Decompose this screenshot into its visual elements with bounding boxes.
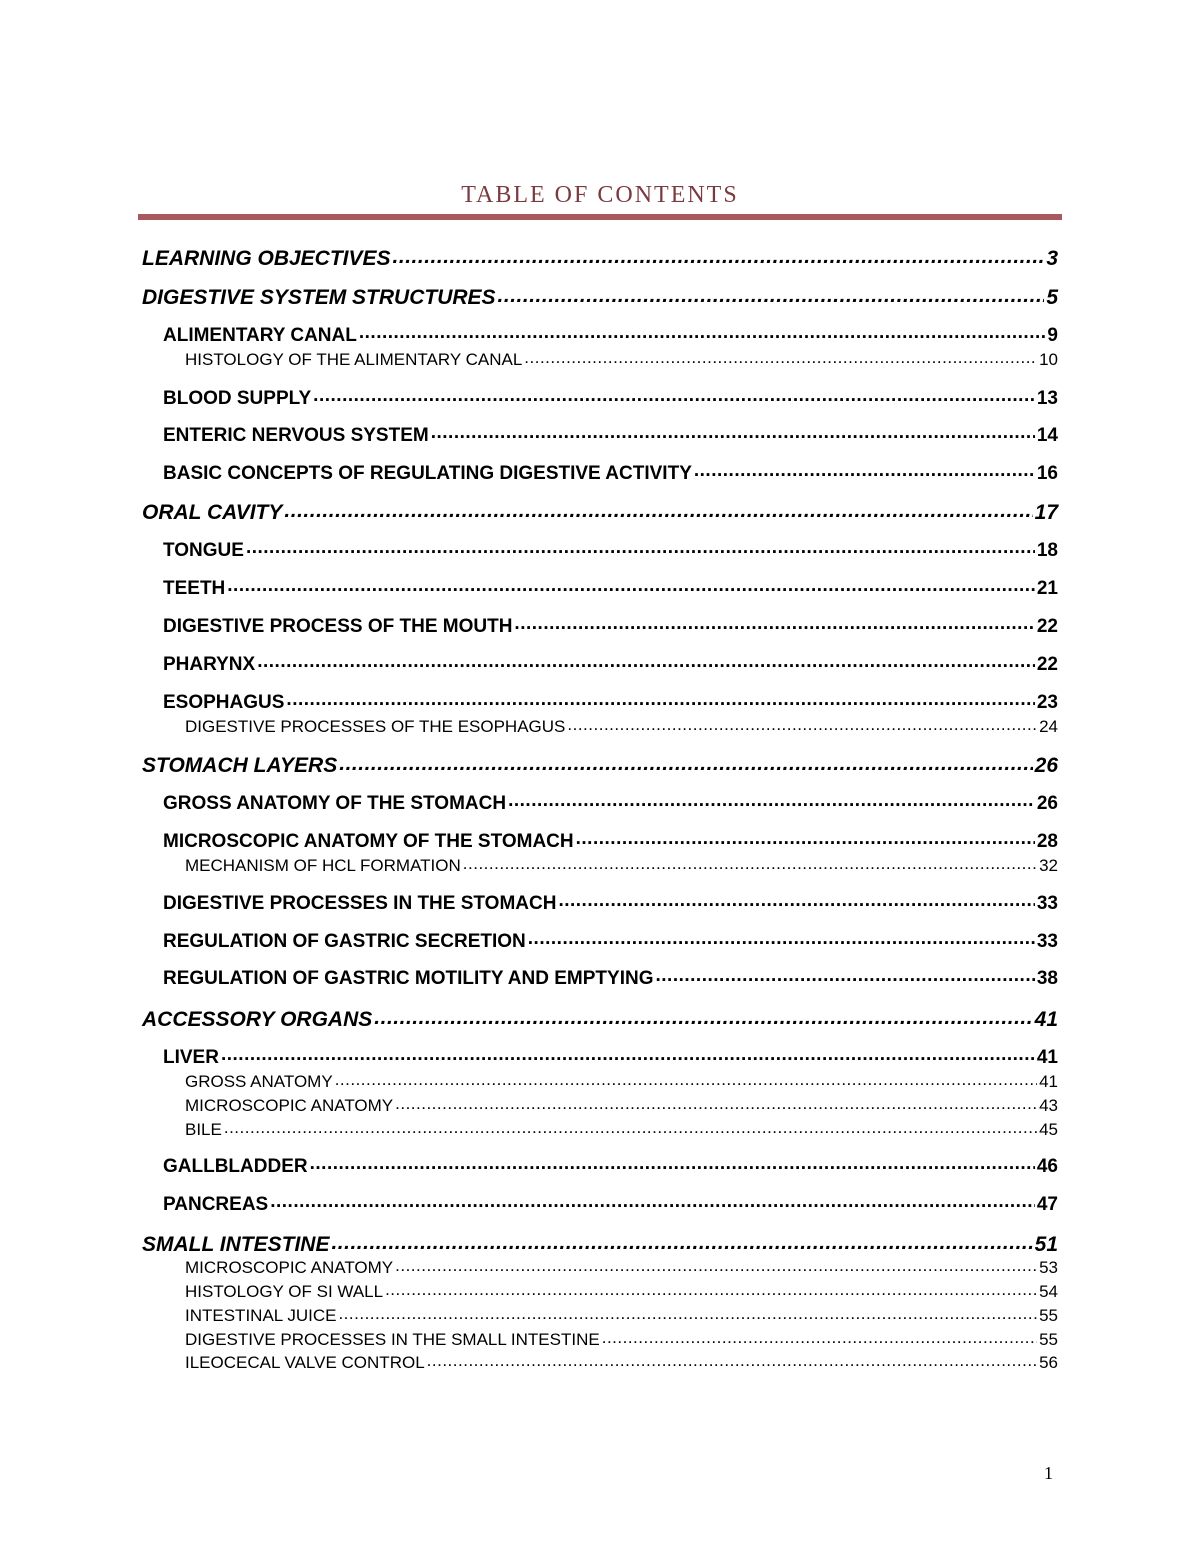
- dot-leader: [602, 1328, 1037, 1345]
- dot-leader: [246, 537, 1035, 556]
- toc-entry-page: 55: [1039, 1306, 1058, 1325]
- toc-entry[interactable]: [163, 575, 1058, 600]
- toc-entry-page: 55: [1039, 1330, 1058, 1349]
- toc-entry-label: SMALL INTESTINE: [142, 1233, 330, 1256]
- toc-entry-label: PANCREAS: [163, 1194, 269, 1215]
- page-number: 1: [1044, 1463, 1053, 1483]
- toc-entry-label: ENTERIC NERVOUS SYSTEM: [163, 425, 429, 446]
- toc-entry-label: GROSS ANATOMY OF THE STOMACH: [163, 793, 507, 814]
- toc-entry-label: DIGESTIVE PROCESSES OF THE ESOPHAGUS: [185, 717, 566, 736]
- toc-entry-label: BILE: [185, 1120, 222, 1139]
- toc-entry-label: GROSS ANATOMY: [185, 1072, 333, 1091]
- toc-entry-page: 41: [1034, 1008, 1058, 1031]
- toc-entry-page: 46: [1036, 1156, 1058, 1177]
- toc-entry-label: LIVER: [163, 1047, 219, 1068]
- toc-entry-label: MECHANISM OF HCL FORMATION: [185, 856, 461, 875]
- toc-entry-label: TONGUE: [163, 540, 244, 561]
- toc-entry[interactable]: [185, 1304, 1058, 1326]
- toc-entry-label: LEARNING OBJECTIVES: [142, 247, 391, 270]
- dot-leader: [567, 715, 1037, 732]
- toc-list: [142, 0, 1058, 1553]
- toc-entry-page: 53: [1039, 1258, 1058, 1277]
- toc-entry-label: INTESTINAL JUICE: [185, 1306, 337, 1325]
- toc-entry[interactable]: [163, 537, 1058, 562]
- toc-entry-label: BLOOD SUPPLY: [163, 388, 312, 409]
- toc-entry-page: 41: [1039, 1072, 1058, 1091]
- toc-entry-label: GALLBLADDER: [163, 1156, 308, 1177]
- toc-entry[interactable]: [185, 1256, 1058, 1278]
- toc-entry[interactable]: [163, 322, 1058, 347]
- dot-leader: [528, 928, 1035, 947]
- dot-leader: [395, 1256, 1037, 1273]
- toc-entry[interactable]: [185, 854, 1058, 876]
- dot-leader: [694, 460, 1035, 479]
- toc-entry-page: 17: [1034, 501, 1058, 524]
- dot-leader: [338, 1304, 1037, 1321]
- toc-entry-page: 45: [1039, 1120, 1058, 1139]
- toc-entry-page: 22: [1036, 616, 1058, 637]
- toc-entry[interactable]: [185, 348, 1058, 370]
- toc-entry-label: REGULATION OF GASTRIC SECRETION: [163, 931, 526, 952]
- toc-entry[interactable]: [163, 790, 1058, 815]
- toc-entry-label: REGULATION OF GASTRIC MOTILITY AND EMPTYING: [163, 968, 654, 989]
- dot-leader: [385, 1280, 1037, 1297]
- toc-entry-label: DIGESTIVE PROCESSES IN THE STOMACH: [163, 893, 557, 914]
- toc-entry-page: 54: [1039, 1282, 1058, 1301]
- toc-entry-label: ACCESSORY ORGANS: [142, 1008, 373, 1031]
- toc-entry[interactable]: [163, 828, 1058, 853]
- dot-leader: [655, 965, 1034, 984]
- toc-entry[interactable]: [142, 498, 1058, 525]
- toc-entry[interactable]: [163, 890, 1058, 915]
- toc-entry-page: 10: [1039, 350, 1058, 369]
- toc-entry-label: DIGESTIVE PROCESSES IN THE SMALL INTESTINE: [185, 1330, 600, 1349]
- toc-entry[interactable]: [163, 1153, 1058, 1178]
- dot-leader: [221, 1044, 1035, 1063]
- toc-entry-page: 16: [1036, 463, 1058, 484]
- toc-entry[interactable]: [185, 1280, 1058, 1302]
- dot-leader: [270, 1191, 1035, 1210]
- dot-leader: [498, 283, 1045, 304]
- toc-entry-label: HISTOLOGY OF SI WALL: [185, 1282, 384, 1301]
- dot-leader: [374, 1005, 1032, 1026]
- dot-leader: [310, 1153, 1035, 1172]
- toc-entry[interactable]: [163, 965, 1058, 990]
- toc-entry-page: 26: [1036, 793, 1058, 814]
- toc-entry-page: 5: [1046, 286, 1058, 309]
- toc-entry-page: 21: [1036, 578, 1058, 599]
- toc-entry-label: STOMACH LAYERS: [142, 754, 338, 777]
- toc-entry-page: 28: [1036, 831, 1058, 852]
- toc-entry-page: 32: [1039, 856, 1058, 875]
- toc-entry[interactable]: [142, 751, 1058, 778]
- toc-entry[interactable]: [142, 1230, 1058, 1257]
- dot-leader: [335, 1070, 1037, 1087]
- toc-entry[interactable]: [185, 1118, 1058, 1140]
- toc-entry-label: ALIMENTARY CANAL: [163, 325, 357, 346]
- toc-entry[interactable]: [163, 460, 1058, 485]
- toc-entry-page: 56: [1039, 1353, 1058, 1372]
- toc-entry-page: 14: [1036, 425, 1058, 446]
- toc-entry-page: 41: [1036, 1047, 1058, 1068]
- toc-entry-label: BASIC CONCEPTS OF REGULATING DIGESTIVE ACTIVITY: [163, 463, 692, 484]
- toc-entry[interactable]: [185, 715, 1058, 737]
- toc-entry-label: DIGESTIVE PROCESS OF THE MOUTH: [163, 616, 513, 637]
- toc-entry-page: 33: [1036, 931, 1058, 952]
- dot-leader: [427, 1351, 1037, 1368]
- toc-entry[interactable]: [163, 928, 1058, 953]
- toc-entry-label: TEETH: [163, 578, 226, 599]
- toc-entry[interactable]: [163, 689, 1058, 714]
- dot-leader: [286, 689, 1034, 708]
- toc-title: TABLE OF CONTENTS: [461, 182, 739, 208]
- dot-leader: [463, 854, 1037, 871]
- toc-entry-label: ILEOCECAL VALVE CONTROL: [185, 1353, 425, 1372]
- toc-entry[interactable]: [142, 1005, 1058, 1032]
- dot-leader: [393, 244, 1045, 265]
- toc-entry-page: 22: [1036, 654, 1058, 675]
- toc-entry[interactable]: [185, 1328, 1058, 1350]
- toc-entry-page: 38: [1036, 968, 1058, 989]
- toc-entry-page: 18: [1036, 540, 1058, 561]
- toc-entry-page: 43: [1039, 1096, 1058, 1115]
- toc-entry[interactable]: [163, 1044, 1058, 1069]
- toc-entry-label: MICROSCOPIC ANATOMY: [185, 1096, 394, 1115]
- toc-entry-label: MICROSCOPIC ANATOMY OF THE STOMACH: [163, 831, 574, 852]
- dot-leader: [514, 613, 1034, 632]
- dot-leader: [576, 828, 1035, 847]
- toc-entry-page: 13: [1036, 388, 1058, 409]
- dot-leader: [224, 1118, 1037, 1135]
- toc-entry-page: 26: [1034, 754, 1058, 777]
- toc-entry-page: 23: [1036, 692, 1058, 713]
- dot-leader: [331, 1230, 1032, 1251]
- toc-entry[interactable]: [163, 613, 1058, 638]
- toc-entry-label: DIGESTIVE SYSTEM STRUCTURES: [142, 286, 496, 309]
- toc-entry[interactable]: [142, 244, 1058, 271]
- dot-leader: [558, 890, 1034, 909]
- toc-entry[interactable]: [185, 1070, 1058, 1092]
- toc-entry[interactable]: [142, 283, 1058, 310]
- dot-leader: [508, 790, 1035, 809]
- toc-entry-page: 3: [1046, 247, 1058, 270]
- dot-leader: [395, 1094, 1037, 1111]
- toc-entry-label: HISTOLOGY OF THE ALIMENTARY CANAL: [185, 350, 523, 369]
- toc-entry-label: ORAL CAVITY: [142, 501, 283, 524]
- toc-entry-page: 51: [1034, 1233, 1058, 1256]
- dot-leader: [359, 322, 1046, 341]
- toc-entry[interactable]: [163, 385, 1058, 410]
- toc-entry-label: PHARYNX: [163, 654, 256, 675]
- dot-leader: [284, 498, 1032, 519]
- dot-leader: [339, 751, 1032, 772]
- dot-leader: [431, 422, 1035, 441]
- dot-leader: [313, 385, 1035, 404]
- dot-leader: [524, 348, 1037, 365]
- toc-entry[interactable]: [185, 1094, 1058, 1116]
- toc-entry[interactable]: [163, 651, 1058, 676]
- dot-leader: [227, 575, 1035, 594]
- toc-entry-label: ESOPHAGUS: [163, 692, 285, 713]
- toc-entry[interactable]: [163, 422, 1058, 447]
- toc-entry[interactable]: [185, 1351, 1058, 1373]
- toc-entry-page: 9: [1047, 325, 1058, 346]
- toc-entry-page: 33: [1036, 893, 1058, 914]
- toc-entry[interactable]: [163, 1191, 1058, 1216]
- toc-entry-label: MICROSCOPIC ANATOMY: [185, 1258, 394, 1277]
- dot-leader: [257, 651, 1035, 670]
- toc-entry-page: 47: [1036, 1194, 1058, 1215]
- toc-entry-page: 24: [1039, 717, 1058, 736]
